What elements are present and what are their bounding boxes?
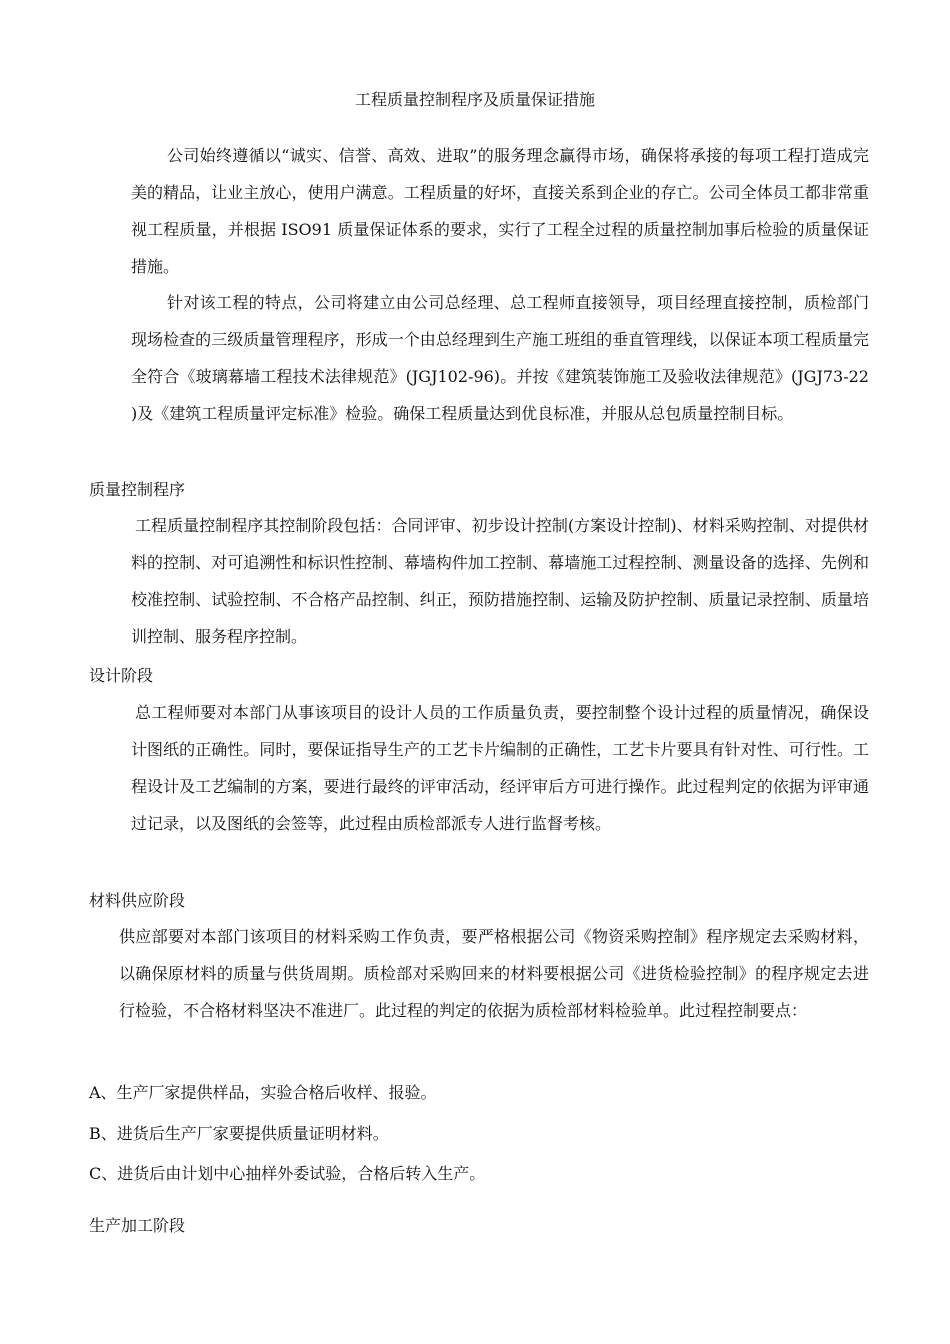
intro-paragraph-1: 公司始终遵循以“诚实、信誉、高效、进取”的服务理念赢得市场，确保将承接的每项工程打造成完美的精品，让业主放心，使用户满意。工程质量的好坏，直接关系到企业的存亡。公司全体员工都非常重视工程质量，并根据 ISO91 质量保证体系的要求，实行了工程全过程的质量控制加事后检验的质量保证措施。 xyxy=(131,146,869,276)
section-body-control: 工程质量控制程序其控制阶段包括：合同评审、初步设计控制(方案设计控制)、材料采购控制、对提供材料的控制、对可追溯性和标识性控制、幕墙构件加工控制、幕墙施工过程控制、测量设备的选择、先例和校准控制、试验控制、不合格产品控制、纠正，预防措施控制、运输及防护控制、质量记录控制、质量培训控制、服务程序控制。 xyxy=(131,516,869,646)
list-item: B、进货后生产厂家要提供质量证明材料。 xyxy=(89,1124,389,1143)
intro-paragraph-2: 针对该工程的特点，公司将建立由公司总经理、总工程师直接领导，项目经理直接控制，质检部门现场检查的三级质量管理程序，形成一个由总经理到生产施工班组的垂直管理线，以保证本项工程质量完全符合《玻璃幕墙工程技术法律规范》(JGJ102-96)。并按《建筑装饰施工及验收法律规范》(JGJ73-22 )及《建筑工程质量评定标准》检验。确保工程质量达到优良标准，并服从总包质量控制目标。 xyxy=(131,293,869,423)
list-item: C、进货后由计划中心抽样外委试验，合格后转入生产。 xyxy=(89,1164,486,1183)
document-title: 工程质量控制程序及质量保证措施 xyxy=(354,90,595,109)
section-heading-production: 生产加工阶段 xyxy=(89,1216,186,1235)
section-heading-material: 材料供应阶段 xyxy=(89,891,186,910)
section-body-material: 供应部要对本部门该项目的材料采购工作负责，要严格根据公司《物资采购控制》程序规定去采购材料，以确保原材料的质量与供货周期。质检部对采购回来的材料要根据公司《进货检验控制》的程序规定去进行检验，不合格材料坚决不准进厂。此过程的判定的依据为质检部材料检验单。此过程控制要点： xyxy=(119,927,869,1020)
list-item: A、生产厂家提供样品，实验合格后收样、报验。 xyxy=(89,1083,437,1102)
section-heading-design: 设计阶段 xyxy=(89,666,154,685)
section-body-design: 总工程师要对本部门从事该项目的设计人员的工作质量负责，要控制整个设计过程的质量情况，确保设计图纸的正确性。同时，要保证指导生产的工艺卡片编制的正确性，工艺卡片要具有针对性、可行性。工程设计及工艺编制的方案，要进行最终的评审活动，经评审后方可进行操作。此过程判定的依据为评审通过记录，以及图纸的会签等，此过程由质检部派专人进行监督考核。 xyxy=(131,703,869,833)
section-heading-control: 质量控制程序 xyxy=(89,480,186,499)
